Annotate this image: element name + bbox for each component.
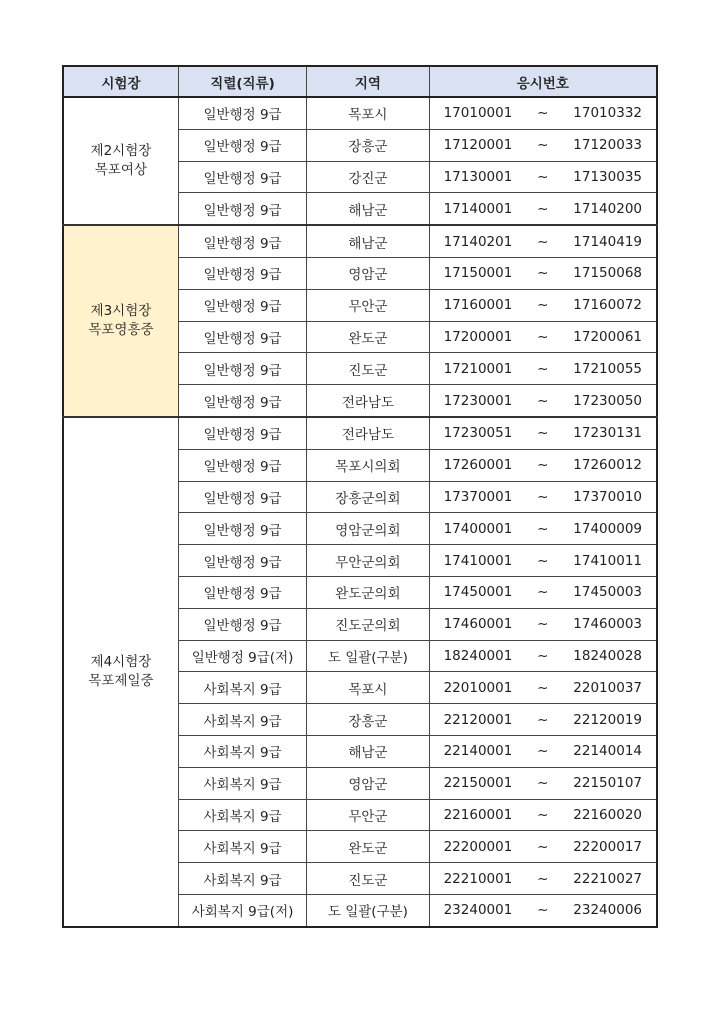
region-cell: 진도군의회 <box>307 608 429 640</box>
range-to: 23240006 <box>573 902 642 919</box>
exam-number-cell <box>429 97 657 129</box>
range-separator: ~ <box>537 200 549 217</box>
range-from: 17410001 <box>443 552 513 569</box>
exam-number-range <box>430 234 656 250</box>
job-cell: 일반행정 9급 <box>178 353 306 385</box>
job-cell: 일반행정 9급 <box>178 449 306 481</box>
range-from: 22200001 <box>443 838 513 855</box>
job-cell: 일반행정 9급 <box>178 225 306 257</box>
range-separator: ~ <box>537 711 549 728</box>
site-cell <box>63 225 178 417</box>
range-from: 17010001 <box>443 105 513 122</box>
range-to: 17230131 <box>573 425 642 442</box>
range-separator: ~ <box>537 137 549 154</box>
range-to: 17460003 <box>573 616 642 633</box>
range-from: 17400001 <box>443 520 513 537</box>
exam-number-range <box>430 489 656 505</box>
site-cell <box>63 417 178 927</box>
range-from: 17150001 <box>443 265 513 282</box>
exam-number-range <box>430 712 656 728</box>
region-cell: 목포시의회 <box>307 449 429 481</box>
range-from: 17370001 <box>443 488 513 505</box>
range-to: 22140014 <box>573 743 642 760</box>
range-separator: ~ <box>537 105 549 122</box>
table-body <box>63 97 657 927</box>
job-cell: 일반행정 9급 <box>178 321 306 353</box>
exam-number-cell <box>429 289 657 321</box>
exam-number-cell <box>429 767 657 799</box>
exam-number-cell <box>429 225 657 257</box>
exam-number-table <box>62 65 658 928</box>
range-to: 22150107 <box>573 775 642 792</box>
exam-number-cell <box>429 481 657 513</box>
region-cell: 무안군의회 <box>307 545 429 577</box>
region-cell: 진도군 <box>307 863 429 895</box>
range-to: 17130035 <box>573 168 642 185</box>
job-cell: 일반행정 9급 <box>178 97 306 129</box>
exam-number-range <box>430 680 656 696</box>
exam-number-cell <box>429 831 657 863</box>
exam-number-cell <box>429 353 657 385</box>
range-from: 17450001 <box>443 584 513 601</box>
venue-name: 목포여상 <box>94 162 148 179</box>
table-header-row <box>63 66 657 97</box>
exam-number-range <box>430 457 656 473</box>
exam-number-range <box>430 584 656 600</box>
range-separator: ~ <box>537 584 549 601</box>
job-cell: 사회복지 9급 <box>178 831 306 863</box>
venue-name: 목포영흥중 <box>88 322 154 339</box>
job-cell: 일반행정 9급 <box>178 257 306 289</box>
site-name: 제4시험장 <box>90 653 152 670</box>
exam-number-range <box>430 902 656 918</box>
exam-number-range <box>430 169 656 185</box>
exam-number-cell <box>429 704 657 736</box>
exam-number-cell <box>429 799 657 831</box>
range-from: 22120001 <box>443 711 513 728</box>
range-to: 17150068 <box>573 265 642 282</box>
range-from: 17140001 <box>443 200 513 217</box>
exam-number-cell <box>429 545 657 577</box>
job-cell: 일반행정 9급 <box>178 576 306 608</box>
header-site: 시험장 <box>63 66 178 97</box>
exam-number-cell <box>429 608 657 640</box>
range-separator: ~ <box>537 902 549 919</box>
range-separator: ~ <box>537 297 549 314</box>
region-cell: 전라남도 <box>307 417 429 449</box>
region-cell: 무안군 <box>307 799 429 831</box>
range-to: 17140200 <box>573 200 642 217</box>
range-from: 22010001 <box>443 679 513 696</box>
exam-number-range <box>430 743 656 759</box>
exam-number-range <box>430 393 656 409</box>
region-cell: 해남군 <box>307 735 429 767</box>
region-cell: 목포시 <box>307 672 429 704</box>
exam-number-range <box>430 553 656 569</box>
region-cell: 강진군 <box>307 161 429 193</box>
job-cell: 사회복지 9급 <box>178 767 306 799</box>
range-separator: ~ <box>537 233 549 250</box>
range-from: 18240001 <box>443 647 513 664</box>
region-cell: 해남군 <box>307 225 429 257</box>
range-separator: ~ <box>537 168 549 185</box>
range-separator: ~ <box>537 743 549 760</box>
range-to: 17260012 <box>573 457 642 474</box>
job-cell: 일반행정 9급 <box>178 385 306 417</box>
exam-number-cell <box>429 417 657 449</box>
range-from: 17120001 <box>443 137 513 154</box>
range-from: 22160001 <box>443 806 513 823</box>
range-from: 17230051 <box>443 425 513 442</box>
header-job: 직렬(직류) <box>178 66 306 97</box>
range-to: 22210027 <box>573 870 642 887</box>
region-cell: 영암군 <box>307 257 429 289</box>
range-separator: ~ <box>537 806 549 823</box>
region-cell: 영암군의회 <box>307 513 429 545</box>
exam-number-cell <box>429 129 657 161</box>
region-cell: 완도군 <box>307 321 429 353</box>
range-from: 17460001 <box>443 616 513 633</box>
exam-number-cell <box>429 640 657 672</box>
job-cell: 사회복지 9급 <box>178 863 306 895</box>
job-cell: 일반행정 9급 <box>178 129 306 161</box>
job-cell: 일반행정 9급 <box>178 289 306 321</box>
exam-number-cell <box>429 735 657 767</box>
range-to: 22160020 <box>573 806 642 823</box>
exam-number-cell <box>429 863 657 895</box>
range-from: 17260001 <box>443 457 513 474</box>
range-separator: ~ <box>537 328 549 345</box>
region-cell: 해남군 <box>307 193 429 225</box>
range-to: 17400009 <box>573 520 642 537</box>
header-exam-number: 응시번호 <box>429 66 657 97</box>
exam-number-range <box>430 521 656 537</box>
job-cell: 사회복지 9급(저) <box>178 894 306 926</box>
region-cell: 도 일괄(구분) <box>307 894 429 926</box>
exam-number-cell <box>429 576 657 608</box>
job-cell: 사회복지 9급 <box>178 672 306 704</box>
range-from: 22210001 <box>443 870 513 887</box>
job-cell: 일반행정 9급 <box>178 193 306 225</box>
job-cell: 일반행정 9급 <box>178 481 306 513</box>
region-cell: 영암군 <box>307 767 429 799</box>
region-cell: 장흥군 <box>307 129 429 161</box>
region-cell: 전라남도 <box>307 385 429 417</box>
range-separator: ~ <box>537 870 549 887</box>
exam-number-range <box>430 616 656 632</box>
site-cell <box>63 97 178 225</box>
range-separator: ~ <box>537 392 549 409</box>
exam-number-cell <box>429 257 657 289</box>
range-separator: ~ <box>537 775 549 792</box>
region-cell: 목포시 <box>307 97 429 129</box>
exam-number-range <box>430 775 656 791</box>
range-separator: ~ <box>537 838 549 855</box>
range-to: 17140419 <box>573 233 642 250</box>
exam-number-range <box>430 329 656 345</box>
job-cell: 사회복지 9급 <box>178 799 306 831</box>
range-to: 17120033 <box>573 137 642 154</box>
region-cell: 무안군 <box>307 289 429 321</box>
job-cell: 일반행정 9급 <box>178 417 306 449</box>
range-separator: ~ <box>537 616 549 633</box>
exam-number-cell <box>429 894 657 926</box>
job-cell: 일반행정 9급(저) <box>178 640 306 672</box>
job-cell: 일반행정 9급 <box>178 545 306 577</box>
range-separator: ~ <box>537 425 549 442</box>
range-separator: ~ <box>537 488 549 505</box>
range-separator: ~ <box>537 520 549 537</box>
region-cell: 진도군 <box>307 353 429 385</box>
exam-number-range <box>430 839 656 855</box>
exam-number-cell <box>429 193 657 225</box>
exam-number-cell <box>429 513 657 545</box>
exam-number-range <box>430 201 656 217</box>
range-from: 22150001 <box>443 775 513 792</box>
range-from: 23240001 <box>443 902 513 919</box>
exam-number-range <box>430 297 656 313</box>
range-separator: ~ <box>537 360 549 377</box>
exam-number-range <box>430 807 656 823</box>
region-cell: 완도군의회 <box>307 576 429 608</box>
range-to: 17230050 <box>573 392 642 409</box>
exam-number-range <box>430 361 656 377</box>
exam-number-range <box>430 425 656 441</box>
exam-number-cell <box>429 161 657 193</box>
job-cell: 일반행정 9급 <box>178 161 306 193</box>
exam-number-range <box>430 265 656 281</box>
job-cell: 일반행정 9급 <box>178 608 306 640</box>
range-to: 17200061 <box>573 328 642 345</box>
range-to: 18240028 <box>573 647 642 664</box>
job-cell: 사회복지 9급 <box>178 704 306 736</box>
exam-number-cell <box>429 385 657 417</box>
range-separator: ~ <box>537 265 549 282</box>
table-row <box>63 97 657 129</box>
range-to: 22120019 <box>573 711 642 728</box>
region-cell: 완도군 <box>307 831 429 863</box>
exam-number-range <box>430 137 656 153</box>
exam-number-cell <box>429 321 657 353</box>
exam-number-cell <box>429 449 657 481</box>
site-name: 제3시험장 <box>90 303 152 320</box>
exam-number-range <box>430 105 656 121</box>
range-to: 17410011 <box>573 552 642 569</box>
range-from: 17230001 <box>443 392 513 409</box>
range-to: 17210055 <box>573 360 642 377</box>
venue-name: 목포제일중 <box>88 672 154 689</box>
exam-number-range <box>430 648 656 664</box>
range-from: 17130001 <box>443 168 513 185</box>
range-from: 17140201 <box>443 233 513 250</box>
range-to: 22200017 <box>573 838 642 855</box>
range-from: 17210001 <box>443 360 513 377</box>
job-cell: 일반행정 9급 <box>178 513 306 545</box>
site-name: 제2시험장 <box>90 143 152 160</box>
range-to: 17160072 <box>573 297 642 314</box>
exam-number-range <box>430 871 656 887</box>
header-region: 지역 <box>307 66 429 97</box>
range-separator: ~ <box>537 552 549 569</box>
range-to: 17450003 <box>573 584 642 601</box>
exam-number-cell <box>429 672 657 704</box>
range-to: 17010332 <box>573 105 642 122</box>
region-cell: 도 일괄(구분) <box>307 640 429 672</box>
range-from: 17200001 <box>443 328 513 345</box>
range-to: 22010037 <box>573 679 642 696</box>
region-cell: 장흥군 <box>307 704 429 736</box>
range-to: 17370010 <box>573 488 642 505</box>
table-row <box>63 225 657 257</box>
range-from: 22140001 <box>443 743 513 760</box>
range-separator: ~ <box>537 679 549 696</box>
table-row <box>63 417 657 449</box>
range-separator: ~ <box>537 647 549 664</box>
range-from: 17160001 <box>443 297 513 314</box>
region-cell: 장흥군의회 <box>307 481 429 513</box>
job-cell: 사회복지 9급 <box>178 735 306 767</box>
range-separator: ~ <box>537 457 549 474</box>
